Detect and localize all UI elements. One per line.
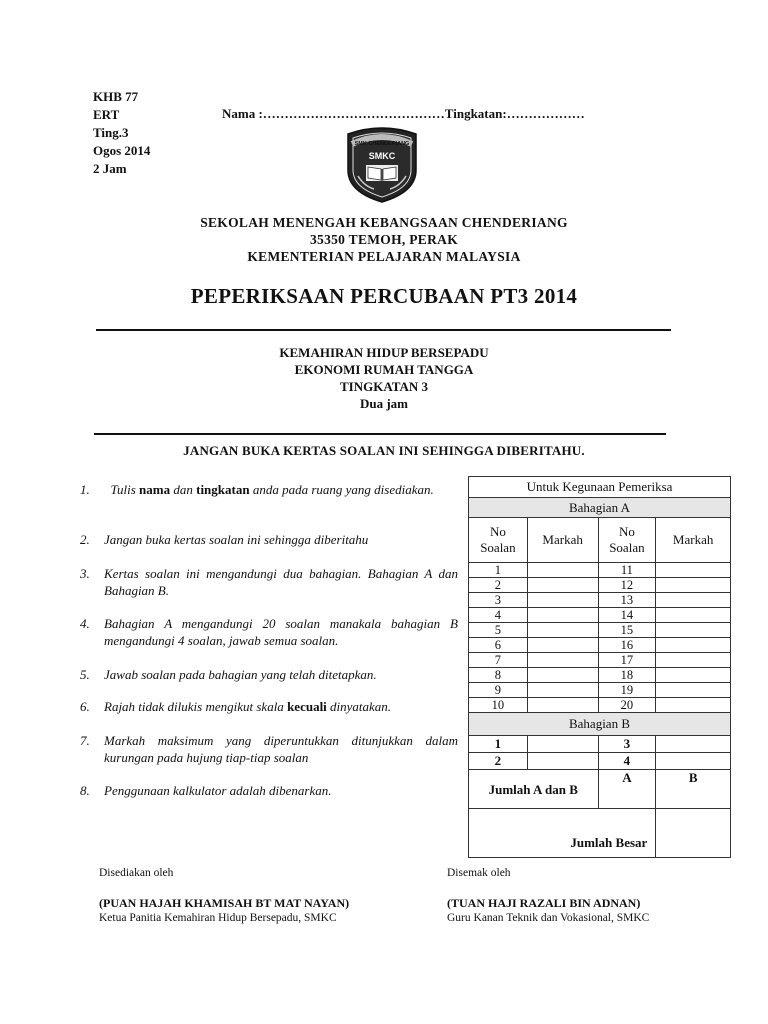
paper-form: Ting.3 xyxy=(93,125,129,140)
col-markah-header: Markah xyxy=(656,518,731,563)
question-number: 11 xyxy=(598,563,656,578)
mark-cell[interactable] xyxy=(527,593,598,608)
question-number: 1 xyxy=(469,563,528,578)
mark-cell[interactable] xyxy=(656,668,731,683)
subject-line-1: KEMAHIRAN HIDUP BERSEPADU xyxy=(279,345,489,360)
mark-cell[interactable] xyxy=(527,668,598,683)
mark-cell[interactable] xyxy=(527,623,598,638)
checked-name: (TUAN HAJI RAZALI BIN ADNAN) xyxy=(447,896,641,910)
grand-total-cell[interactable] xyxy=(656,809,731,858)
mark-cell[interactable] xyxy=(656,563,731,578)
mark-cell[interactable] xyxy=(527,683,598,698)
instruction-number: 3. xyxy=(80,566,90,581)
instruction-number: 4. xyxy=(80,616,90,631)
mark-cell[interactable] xyxy=(527,653,598,668)
mark-cell[interactable] xyxy=(527,736,598,753)
question-number: 10 xyxy=(469,698,528,713)
question-number: 7 xyxy=(469,653,528,668)
question-number: 2 xyxy=(469,753,528,770)
paper-time: 2 Jam xyxy=(93,161,127,176)
subject-block xyxy=(0,344,768,412)
paper-code: KHB 77 xyxy=(93,89,139,104)
prepared-role: Ketua Panitia Kemahiran Hidup Bersepadu, SMKC xyxy=(99,912,337,924)
examiner-marks-table xyxy=(468,476,731,858)
question-number: 3 xyxy=(598,736,656,753)
col-no-soalan-header: No Soalan xyxy=(469,518,528,563)
question-number: 14 xyxy=(598,608,656,623)
question-number: 17 xyxy=(598,653,656,668)
grand-total-label: Jumlah Besar xyxy=(469,809,656,858)
mark-cell[interactable] xyxy=(527,638,598,653)
prepared-label: Disediakan oleh xyxy=(99,867,174,879)
question-number: 1 xyxy=(469,736,528,753)
mark-cell[interactable] xyxy=(656,578,731,593)
mark-cell[interactable] xyxy=(656,623,731,638)
question-number: 3 xyxy=(469,593,528,608)
subject-line-2: EKONOMI RUMAH TANGGA xyxy=(294,362,474,377)
question-number: 4 xyxy=(598,753,656,770)
examiner-table-title: Untuk Kegunaan Pemeriksa xyxy=(469,477,731,498)
question-number: 13 xyxy=(598,593,656,608)
question-number: 2 xyxy=(469,578,528,593)
title-rule xyxy=(96,329,671,331)
checked-by-block xyxy=(447,866,649,926)
mark-cell[interactable] xyxy=(656,653,731,668)
mark-cell[interactable] xyxy=(527,698,598,713)
section-b-label: Bahagian B xyxy=(469,713,731,736)
paper-code-block xyxy=(93,88,150,178)
question-number: 6 xyxy=(469,638,528,653)
logo-arc-text: SMK CHENDERIANG xyxy=(354,141,410,147)
school-address: 35350 TEMOH, PERAK xyxy=(309,232,459,247)
mark-cell[interactable] xyxy=(527,563,598,578)
question-number: 20 xyxy=(598,698,656,713)
question-number: 15 xyxy=(598,623,656,638)
paper-abbrev: ERT xyxy=(93,107,120,122)
mark-cell[interactable] xyxy=(656,683,731,698)
name-form-line: Nama :……………………………………Tingkatan:……………… xyxy=(222,106,585,121)
instruction-text: Markah maksimum yang diperuntukkan ditunjukkan dalam kurungan pada hujung tiap-tiap soalan xyxy=(104,733,458,765)
instruction-text: Jangan buka kertas soalan ini sehingga diberitahu xyxy=(104,532,369,547)
school-name: SEKOLAH MENENGAH KEBANGSAAN CHENDERIANG xyxy=(200,215,568,230)
school-logo xyxy=(344,126,420,204)
exam-title: PEPERIKSAAN PERCUBAAN PT3 2014 xyxy=(190,284,578,308)
instruction-text: Penggunaan kalkulator adalah dibenarkan. xyxy=(104,783,332,798)
mark-cell[interactable] xyxy=(527,578,598,593)
question-number: 16 xyxy=(598,638,656,653)
total-b-cell[interactable] xyxy=(656,786,731,809)
mark-cell[interactable] xyxy=(656,638,731,653)
instruction-text: Kertas soalan ini mengandungi dua bahagian. Bahagian A dan Bahagian B. xyxy=(104,566,458,598)
instruction-number: 1. xyxy=(80,482,90,497)
col-no-soalan-header: No Soalan xyxy=(598,518,656,563)
question-number: 8 xyxy=(469,668,528,683)
section-a-label: Bahagian A xyxy=(469,498,731,518)
total-a-cell[interactable] xyxy=(598,786,656,809)
question-number: 12 xyxy=(598,578,656,593)
mark-cell[interactable] xyxy=(527,753,598,770)
col-a-label: A xyxy=(598,770,656,787)
instruction-number: 2. xyxy=(80,532,90,547)
checked-role: Guru Kanan Teknik dan Vokasional, SMKC xyxy=(447,912,650,924)
mark-cell[interactable] xyxy=(527,608,598,623)
checked-label: Disemak oleh xyxy=(447,867,511,879)
instruction-text: Rajah tidak dilukis mengikut skala kecuali dinyatakan. xyxy=(104,699,392,714)
school-info xyxy=(0,214,768,265)
prepared-by-block xyxy=(99,866,349,926)
subject-duration: Dua jam xyxy=(359,396,409,411)
mark-cell[interactable] xyxy=(656,593,731,608)
school-crest-icon xyxy=(344,126,420,204)
prepared-name: (PUAN HAJAH KHAMISAH BT MAT NAYAN) xyxy=(99,896,350,910)
instruction-text: Tulis nama dan tingkatan anda pada ruang yang disediakan. xyxy=(110,482,434,497)
warning-notice: JANGAN BUKA KERTAS SOALAN INI SEHINGGA DIBERITAHU. xyxy=(183,443,585,458)
mark-cell[interactable] xyxy=(656,608,731,623)
col-markah-header: Markah xyxy=(527,518,598,563)
instruction-number: 6. xyxy=(80,699,90,714)
mark-cell[interactable] xyxy=(656,698,731,713)
instruction-number: 7. xyxy=(80,733,90,748)
instruction-number: 5. xyxy=(80,667,90,682)
col-b-label: B xyxy=(656,770,731,787)
subject-line-3: TINGKATAN 3 xyxy=(340,379,428,394)
logo-text: SMKC xyxy=(368,151,396,161)
question-number: 5 xyxy=(469,623,528,638)
mark-cell[interactable] xyxy=(656,753,731,770)
mark-cell[interactable] xyxy=(656,736,731,753)
question-number: 4 xyxy=(469,608,528,623)
instruction-text: Jawab soalan pada bahagian yang telah ditetapkan. xyxy=(104,667,377,682)
question-number: 19 xyxy=(598,683,656,698)
subject-rule xyxy=(94,433,666,435)
school-ministry: KEMENTERIAN PELAJARAN MALAYSIA xyxy=(247,249,521,264)
instruction-text: Bahagian A mengandungi 20 soalan manakala bahagian B mengandungi 4 soalan, jawab semua soalan. xyxy=(104,616,458,648)
question-number: 9 xyxy=(469,683,528,698)
instruction-number: 8. xyxy=(80,783,90,798)
paper-date: Ogos 2014 xyxy=(93,143,151,158)
total-ab-label: Jumlah A dan B xyxy=(469,770,599,809)
question-number: 18 xyxy=(598,668,656,683)
